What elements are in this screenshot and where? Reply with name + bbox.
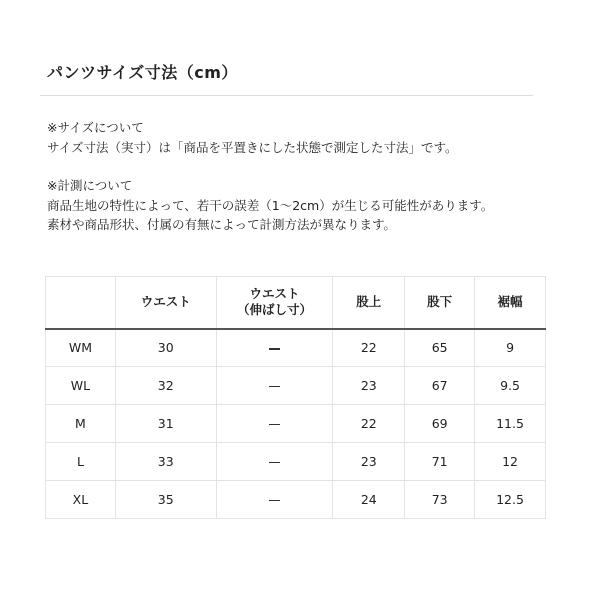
dash-mark (269, 424, 280, 426)
cell-rise: 22 (333, 405, 405, 443)
header-size (46, 277, 116, 329)
table-header-row (46, 277, 546, 329)
cell-waist: 31 (115, 405, 216, 443)
page-title: パンツサイズ寸法（cm） (47, 63, 238, 82)
table-row (46, 405, 546, 443)
cell-hem: 11.5 (475, 405, 546, 443)
cell-rise: 23 (333, 443, 405, 481)
cell-hem: 9 (475, 329, 546, 367)
dash-mark (269, 500, 280, 502)
cell-waist-stretched (216, 405, 333, 443)
cell-rise: 23 (333, 367, 405, 405)
cell-waist: 32 (115, 367, 216, 405)
cell-waist-stretched (216, 481, 333, 519)
measure-note-text-2: 素材や商品形状、付属の有無によって計測方法が異なります。 (47, 217, 397, 232)
cell-size: M (46, 405, 116, 443)
cell-hem: 9.5 (475, 367, 546, 405)
cell-size: WM (46, 329, 116, 367)
cell-rise: 22 (333, 329, 405, 367)
dash-mark (269, 386, 280, 388)
size-note-heading: ※サイズについて (47, 120, 144, 135)
table-row (46, 481, 546, 519)
header-waist-stretched-line1: ウエスト (249, 286, 300, 302)
header-waist: ウエスト (115, 277, 216, 329)
header-rise: 股上 (333, 277, 405, 329)
cell-size: XL (46, 481, 116, 519)
dash-mark (269, 348, 280, 350)
measure-note-heading: ※計測について (47, 178, 133, 193)
table-row (46, 443, 546, 481)
cell-size: L (46, 443, 116, 481)
size-table (45, 276, 546, 519)
cell-waist-stretched (216, 367, 333, 405)
cell-inseam: 65 (405, 329, 475, 367)
dash-mark (269, 462, 280, 464)
table-row (46, 367, 546, 405)
size-note-text: サイズ寸法（実寸）は「商品を平置きにした状態で測定した寸法」です。 (47, 139, 458, 155)
measure-note-text-1: 商品生地の特性によって、若干の誤差（1〜2cm）が生じる可能性があります。 (47, 197, 494, 213)
notes-section (47, 118, 493, 235)
cell-hem: 12 (475, 443, 546, 481)
cell-inseam: 67 (405, 367, 475, 405)
cell-waist: 35 (115, 481, 216, 519)
notes-spacer (47, 157, 493, 176)
title-divider (40, 95, 533, 96)
header-hem: 裾幅 (475, 277, 546, 329)
cell-waist-stretched (216, 443, 333, 481)
cell-inseam: 73 (405, 481, 475, 519)
cell-rise: 24 (333, 481, 405, 519)
header-inseam: 股下 (405, 277, 475, 329)
cell-waist-stretched (216, 329, 333, 367)
cell-inseam: 71 (405, 443, 475, 481)
header-waist-stretched (216, 277, 333, 329)
cell-size: WL (46, 367, 116, 405)
cell-waist: 30 (115, 329, 216, 367)
header-waist-stretched-line2: （伸ばし寸） (237, 302, 313, 318)
table-row (46, 329, 546, 367)
cell-waist: 33 (115, 443, 216, 481)
cell-hem: 12.5 (475, 481, 546, 519)
cell-inseam: 69 (405, 405, 475, 443)
